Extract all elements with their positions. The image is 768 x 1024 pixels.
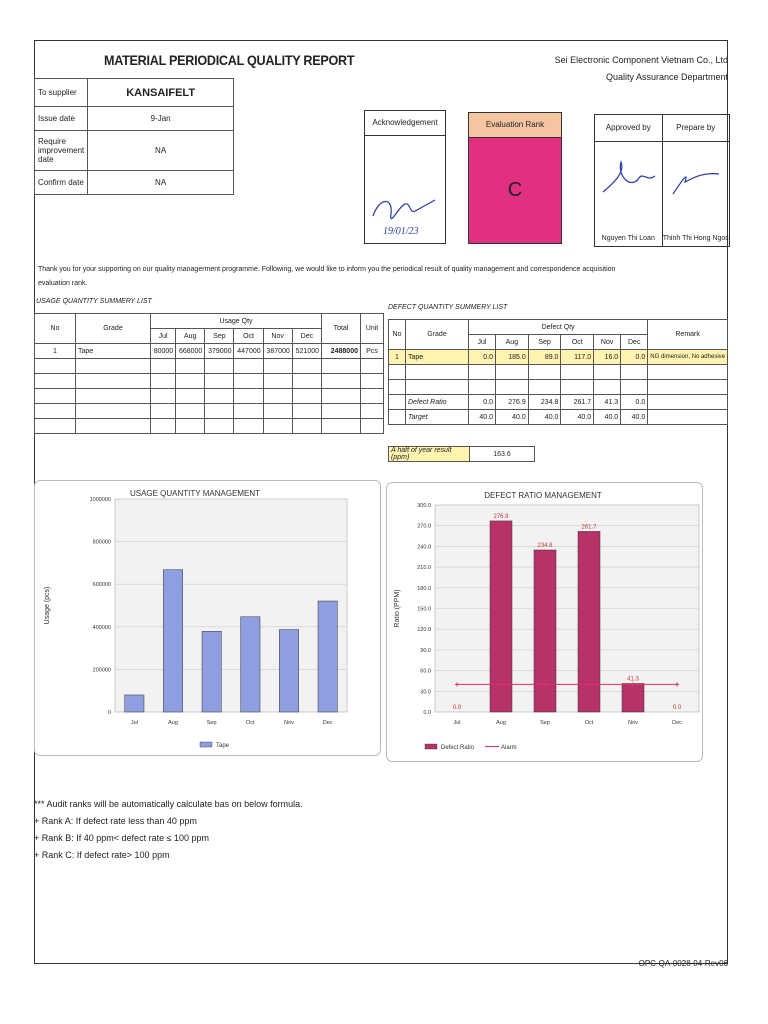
- defect-grade-header: Grade: [406, 320, 469, 350]
- defect-ratio-row: [389, 395, 728, 410]
- y-tick-label: 120.0: [417, 627, 431, 634]
- defect-month-header: Jul: [469, 335, 496, 350]
- preparer-signature: [663, 142, 729, 212]
- usage-month-header: Nov: [263, 329, 292, 344]
- intro-paragraph: [38, 263, 616, 291]
- table-row: [389, 350, 728, 365]
- usage-row-no: 1: [35, 344, 76, 359]
- bar: [534, 550, 556, 712]
- preparer-name: Thinh Thi Hong Ngoc: [662, 235, 729, 242]
- defect-value: 89.0: [528, 350, 561, 365]
- approver-name: Nguyen Thi Loan: [601, 235, 655, 242]
- company-block: [555, 52, 728, 86]
- x-tick-label: Sep: [206, 720, 217, 726]
- defect-value: 0.0: [621, 350, 648, 365]
- report-info-table: [34, 78, 234, 195]
- defect-ratio-label: Defect Ratio: [406, 395, 469, 410]
- table-row: [35, 344, 384, 359]
- target-value: 40.0: [496, 410, 529, 425]
- defect-ratio-value: 276.9: [496, 395, 529, 410]
- y-tick-label: 0: [107, 710, 111, 716]
- usage-total-header: Total: [322, 314, 361, 344]
- bar: [241, 617, 260, 712]
- data-label: 0.0: [452, 705, 462, 711]
- usage-month-header: Oct: [234, 329, 263, 344]
- target-row: [389, 410, 728, 425]
- require-date-value: NA: [88, 131, 234, 171]
- usage-total: 2488000: [322, 344, 361, 359]
- y-tick-label: 1000000: [89, 497, 111, 503]
- bar: [622, 684, 644, 712]
- y-tick-label: 800000: [92, 539, 111, 546]
- department-name: Quality Assurance Department: [605, 72, 728, 82]
- defect-ratio-value: 0.0: [469, 395, 496, 410]
- report-title: MATERIAL PERIODICAL QUALITY REPORT: [104, 52, 355, 68]
- evaluation-rank-value: C: [469, 138, 561, 243]
- y-tick-label: 300.0: [417, 503, 431, 509]
- x-tick-label: Oct: [246, 720, 255, 726]
- usage-qty-header: Usage Qty: [151, 314, 322, 329]
- y-tick-label: 400000: [92, 624, 111, 631]
- usage-value: 379000: [205, 344, 234, 359]
- bar: [202, 631, 221, 712]
- x-tick-label: Aug: [496, 720, 506, 726]
- y-axis-label: Ratio (PPM): [394, 589, 401, 628]
- y-tick-label: 150.0: [417, 606, 431, 613]
- company-name: Sei Electronic Component Vietnam Co., Ltd: [554, 55, 728, 65]
- target-value: 40.0: [528, 410, 561, 425]
- approver-signature: [595, 142, 661, 212]
- y-tick-label: 180.0: [417, 585, 431, 592]
- x-tick-label: Dec: [672, 720, 682, 726]
- supplier-name: KANSAIFELT: [88, 79, 234, 107]
- usage-value: 521000: [292, 344, 321, 359]
- defect-no-header: No: [389, 320, 406, 350]
- defect-month-header: Sep: [528, 335, 561, 350]
- y-tick-label: 0.0: [423, 710, 431, 716]
- approved-by-cell: [595, 142, 663, 246]
- document-code: OPC-QA-0028-04-Rev06: [638, 959, 728, 968]
- note-line: + Rank C: If defect rate> 100 ppm: [34, 850, 170, 860]
- target-label: Target: [406, 410, 469, 425]
- defect-qty-header: Defect Qty: [469, 320, 648, 335]
- prepared-by-cell: [663, 142, 730, 246]
- confirm-date-value: NA: [88, 171, 234, 195]
- note-line: + Rank A: If defect rate less than 40 ppm: [34, 816, 197, 826]
- approval-box: [594, 114, 730, 247]
- defect-chart-panel: [386, 482, 703, 762]
- usage-month-header: Aug: [176, 329, 205, 344]
- defect-ratio-chart: [387, 483, 702, 761]
- defect-ratio-value: 261.7: [561, 395, 594, 410]
- plot-area: [115, 499, 347, 712]
- usage-value: 668000: [176, 344, 205, 359]
- approved-by-label: Approved by: [595, 115, 663, 141]
- y-tick-label: 210.0: [417, 565, 431, 572]
- legend-label: Defect Ratio: [441, 745, 475, 751]
- data-label: 41.3: [627, 676, 639, 683]
- y-tick-label: 270.0: [417, 523, 431, 530]
- legend-swatch: [425, 744, 437, 749]
- evaluation-rank-box: [468, 112, 562, 244]
- bar: [125, 695, 144, 712]
- evaluation-rank-label: Evaluation Rank: [469, 113, 561, 138]
- defect-month-header: Oct: [561, 335, 594, 350]
- half-year-result-table: [388, 446, 535, 462]
- y-tick-label: 30.0: [420, 689, 431, 696]
- intro-line-1: Thank you for your supporting on our quality managerment programme. Following, we would like to inform you the periodical result of quality management and correspondence acquisition: [38, 266, 616, 273]
- defect-row-grade: Tape: [406, 350, 469, 365]
- data-label: 276.9: [493, 513, 509, 520]
- chart-title: DEFECT RATIO MANAGEMENT: [484, 491, 602, 500]
- legend-label: Tape: [216, 743, 230, 749]
- data-label: 261.7: [581, 524, 597, 531]
- defect-value: 0.0: [469, 350, 496, 365]
- target-value: 40.0: [594, 410, 621, 425]
- defect-row-no: 1: [389, 350, 406, 365]
- defect-month-header: Dec: [621, 335, 648, 350]
- note-line: *** Audit ranks will be automatically calculate bas on below formula.: [34, 799, 303, 809]
- bar: [279, 630, 298, 712]
- remark-header: Remark: [648, 320, 728, 350]
- usage-unit-header: Unit: [361, 314, 384, 344]
- y-tick-label: 90.0: [420, 647, 431, 654]
- require-date-label: Require improvement date: [35, 131, 88, 171]
- rank-notes: [34, 796, 303, 864]
- legend-label: Alarm: [501, 745, 517, 751]
- usage-grade-header: Grade: [76, 314, 151, 344]
- legend-swatch: [200, 742, 212, 747]
- usage-value: 80000: [151, 344, 176, 359]
- y-tick-label: 600000: [92, 582, 111, 589]
- ack-date: 19/01/23: [383, 226, 419, 236]
- y-tick-label: 240.0: [417, 544, 431, 551]
- target-value: 40.0: [621, 410, 648, 425]
- y-tick-label: 60.0: [420, 668, 431, 675]
- data-label: 234.8: [537, 542, 553, 549]
- defect-value: 117.0: [561, 350, 594, 365]
- acknowledgement-signature: [365, 136, 445, 236]
- defect-month-header: Nov: [594, 335, 621, 350]
- x-tick-label: Sep: [540, 720, 550, 726]
- chart-title: USAGE QUANTITY MANAGEMENT: [129, 489, 261, 498]
- intro-line-2: evaluation rank.: [38, 280, 88, 287]
- target-value: 40.0: [469, 410, 496, 425]
- defect-month-header: Aug: [496, 335, 529, 350]
- data-label: 0.0: [672, 705, 682, 711]
- defect-ratio-value: 0.0: [621, 395, 648, 410]
- bar: [318, 601, 337, 712]
- x-tick-label: Aug: [168, 720, 178, 726]
- usage-quantity-chart: [35, 481, 380, 755]
- usage-quantity-table: [34, 313, 384, 434]
- to-supplier-label: To supplier: [35, 79, 88, 107]
- x-tick-label: Nov: [628, 720, 638, 726]
- issue-date-value: 9-Jan: [88, 107, 234, 131]
- half-year-label: A haft of year result (ppm): [389, 447, 470, 462]
- acknowledgement-label: Acknowledgement: [365, 111, 445, 136]
- usage-section-title: USAGE QUANTITY SUMMERY LIST: [36, 298, 152, 305]
- x-tick-label: Oct: [584, 720, 594, 726]
- target-value: 40.0: [561, 410, 594, 425]
- usage-month-header: Jul: [151, 329, 176, 344]
- x-tick-label: Nov: [284, 720, 294, 726]
- x-tick-label: Jul: [130, 720, 138, 726]
- usage-chart-panel: [34, 480, 381, 756]
- x-tick-label: Jul: [453, 720, 461, 726]
- x-tick-label: Dec: [322, 720, 333, 726]
- y-axis-label: Usage (pcs): [44, 586, 51, 625]
- defect-ratio-value: 41.3: [594, 395, 621, 410]
- usage-row-grade: Tape: [76, 344, 151, 359]
- y-tick-label: 200000: [92, 667, 111, 674]
- usage-no-header: No: [35, 314, 76, 344]
- issue-date-label: Issue date: [35, 107, 88, 131]
- defect-value: 16.0: [594, 350, 621, 365]
- confirm-date-label: Confirm date: [35, 171, 88, 195]
- defect-quantity-table: [388, 319, 728, 425]
- acknowledgement-box: [364, 110, 446, 244]
- usage-value: 387000: [263, 344, 292, 359]
- usage-month-header: Dec: [292, 329, 321, 344]
- defect-value: 185.0: [496, 350, 529, 365]
- note-line: + Rank B: If 40 ppm< defect rate ≤ 100 ppm: [34, 833, 210, 843]
- defect-section-title: DEFECT QUANTITY SUMMERY LIST: [388, 304, 508, 311]
- defect-remark: NG dimension, No adhesive: [648, 350, 728, 365]
- defect-ratio-value: 234.8: [528, 395, 561, 410]
- usage-value: 447000: [234, 344, 263, 359]
- prepared-by-label: Prepare by: [676, 123, 716, 132]
- bar: [163, 570, 182, 712]
- usage-month-header: Sep: [205, 329, 234, 344]
- usage-unit: Pcs: [361, 344, 384, 359]
- half-year-value: 163.6: [470, 447, 535, 462]
